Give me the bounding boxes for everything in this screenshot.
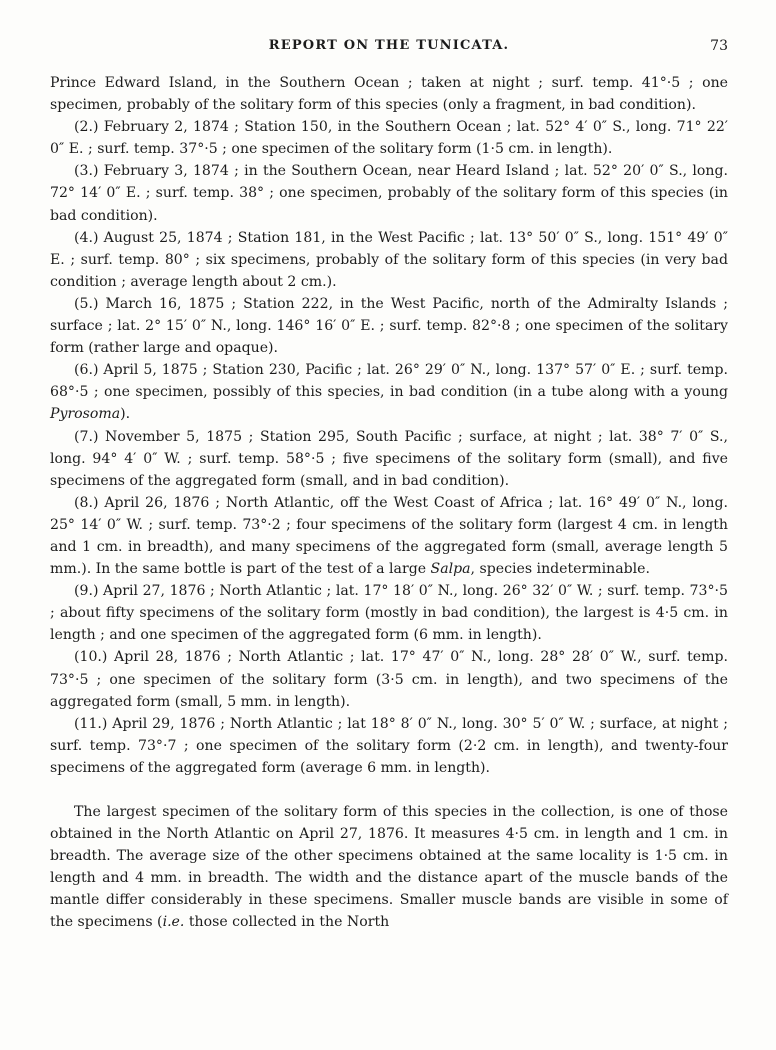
discussion-end: those collected in the North	[184, 914, 390, 931]
record-6-end: ).	[120, 406, 131, 423]
genus-pyrosoma: Pyrosoma	[50, 406, 121, 423]
record-7: (7.) November 5, 1875 ; Station 295, South Pacific ; surface, at night ; lat. 38° 7′ 0″ S., long. 94° 4′ 0″ W. ; surf. temp. 58°·5 ; five specimens of the solitary form (small), and five specimens of the aggregated form (small, and in bad condition).	[50, 428, 728, 489]
paragraph-gap	[50, 779, 728, 801]
record-11: (11.) April 29, 1876 ; North Atlantic ; lat 18° 8′ 0″ N., long. 30° 5′ 0″ W. ; surface, at night ; surf. temp. 73°·7 ; one specimen of the solitary form (2·2 cm. in length), and twenty-four specimens of the aggregated form (average 6 mm. in length).	[50, 715, 728, 776]
record-2: (2.) February 2, 1874 ; Station 150, in the Southern Ocean ; lat. 52° 4′ 0″ S., long. 71° 22′ 0″ E. ; surf. temp. 37°·5 ; one specimen of the solitary form (1·5 cm. in length).	[50, 119, 728, 158]
paragraph-continued: Prince Edward Island, in the Southern Ocean ; taken at night ; surf. temp. 41°·5 ; one specimen, probably of the solitary form of this species (only a fragment, in bad condition).	[50, 75, 728, 114]
record-3: (3.) February 3, 1874 ; in the Southern Ocean, near Heard Island ; lat. 52° 20′ 0″ S., long. 72° 14′ 0″ E. ; surf. temp. 38° ; one specimen, probably of the solitary form of this species (in bad condition).	[50, 163, 728, 224]
discussion-text: The largest specimen of the solitary form of this species in the collection, is one of those obtained in the North Atlantic on April 27, 1876. It measures 4·5 cm. in length and 1 cm. in breadth. The average size of the other specimens obtained at the same locality is 1·5 cm. in length and 4 mm. in breadth. The width and the distance apart of the muscle bands of the mantle differ considerably in these specimens. Smaller muscle bands are visible in some of the specimens (	[50, 804, 728, 931]
record-10: (10.) April 28, 1876 ; North Atlantic ; lat. 17° 47′ 0″ N., long. 28° 28′ 0″ W., surf. temp. 73°·5 ; one specimen of the solitary form (3·5 cm. in length), and two specimens of the aggregated form (small, 5 mm. in length).	[50, 649, 728, 710]
record-8	[50, 492, 728, 580]
page-number: 73	[710, 38, 728, 54]
record-4: (4.) August 25, 1874 ; Station 181, in the West Pacific ; lat. 13° 50′ 0″ S., long. 151° 49′ 0″ E. ; surf. temp. 80° ; six specimens, probably of the solitary form of this species (in very bad condition ; average length about 2 cm.).	[50, 229, 728, 290]
record-9: (9.) April 27, 1876 ; North Atlantic ; lat. 17° 18′ 0″ N., long. 26° 32′ 0″ W. ; surf. temp. 73°·5 ; about fifty specimens of the solitary form (mostly in bad condition), the largest is 4·5 cm. in length ; and one specimen of the aggregated form (6 mm. in length).	[50, 583, 728, 644]
record-8-end: , species indeterminable.	[470, 561, 650, 578]
discussion-paragraph	[50, 801, 728, 934]
record-6	[50, 359, 728, 425]
abbrev-ie: i.e.	[162, 914, 185, 931]
record-5: (5.) March 16, 1875 ; Station 222, in the West Pacific, north of the Admiralty Islands ; surface ; lat. 2° 15′ 0″ N., long. 146° 16′ 0″ E. ; surf. temp. 82°·8 ; one specimen of the solitary form (rather large and opaque).	[50, 295, 728, 357]
record-8-text: (8.) April 26, 1876 ; North Atlantic, off the West Coast of Africa ; lat. 16° 49′ 0″ N., long. 25° 14′ 0″ W. ; surf. temp. 73°·2 ; four specimens of the solitary form (largest 4 cm. in length and 1 cm. in breadth), and many specimens of the aggregated form (small, average length 5 mm.). In the same bottle is part of the test of a large	[50, 494, 728, 578]
body-text	[50, 72, 728, 934]
genus-salpa: Salpa	[430, 561, 471, 578]
running-head	[50, 38, 728, 72]
running-title: REPORT ON THE TUNICATA.	[268, 38, 510, 53]
record-6-text: (6.) April 5, 1875 ; Station 230, Pacific ; lat. 26° 29′ 0″ N., long. 137° 57′ 0″ E. ; surf. temp. 68°·5 ; one specimen, possibly of this species, in bad condition (in a tube along with a young	[50, 362, 728, 401]
